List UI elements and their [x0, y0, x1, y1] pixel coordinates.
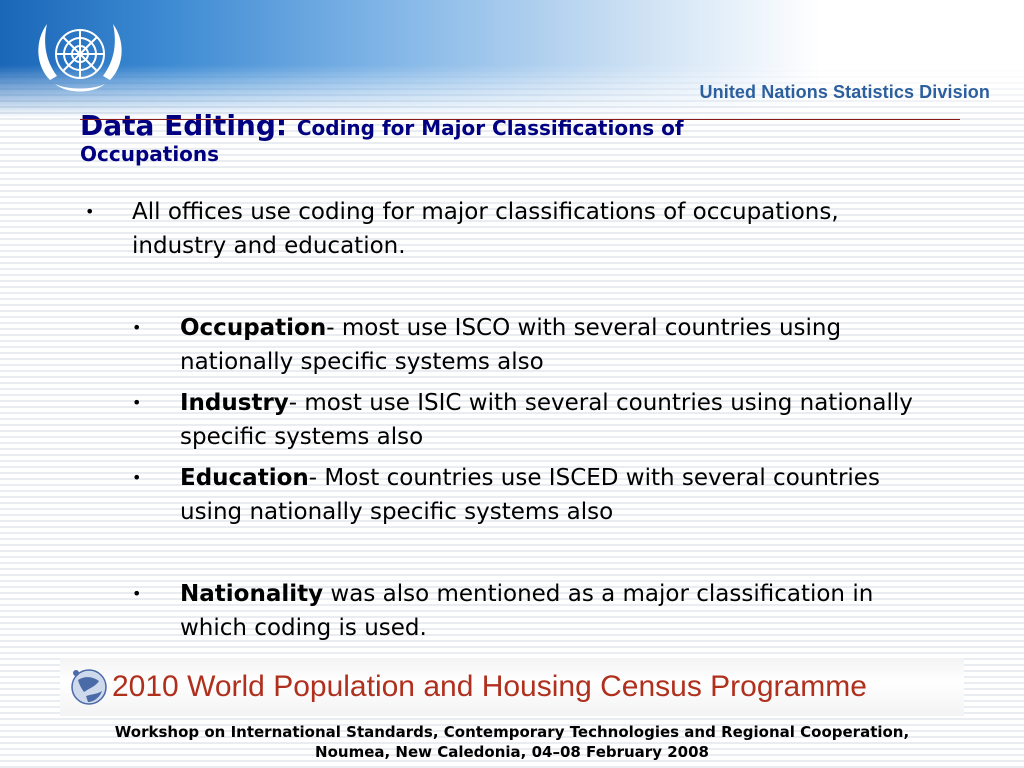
bullet-text: - most use ISIC with several countries using nationally specific systems also	[180, 390, 913, 450]
bullet-dot-icon: •	[85, 202, 95, 221]
footer-line-2: Noumea, New Caledonia, 04–08 February 2008	[315, 743, 709, 761]
census-programme-banner	[60, 658, 964, 716]
footer-line-1: Workshop on International Standards, Contemporary Technologies and Regional Cooperation,	[114, 723, 910, 741]
bullet-dot-icon: •	[132, 468, 142, 487]
census-programme-title: 2010 World Population and Housing Census Programme	[112, 670, 867, 703]
bullet-text: - most use ISCO with several countries using nationally specific systems also	[180, 315, 842, 375]
bullet-dot-icon: •	[132, 393, 142, 412]
bullet-text: was also mentioned as a major classification in which coding is used.	[180, 581, 874, 641]
bullet-intro-text: All offices use coding for major classifications of occupations, industry and education.	[132, 199, 839, 259]
title-sub-line2: Occupations	[80, 142, 220, 166]
bullet-dot-icon: •	[132, 318, 142, 337]
title-main: Data Editing:	[80, 109, 297, 142]
bullet-term: Education	[180, 465, 309, 491]
bullet-term: Occupation	[180, 315, 327, 341]
bullet-dot-icon: •	[132, 584, 142, 603]
title-divider	[80, 119, 960, 120]
census-globe-icon	[66, 664, 112, 710]
bullet-text: - Most countries use ISCED with several countries using nationally specific systems also	[180, 465, 880, 525]
title-sub: Coding for Major Classifications of	[296, 116, 684, 140]
bullet-term: Industry	[180, 390, 289, 416]
un-emblem-icon	[25, 10, 135, 106]
slide-title	[80, 107, 900, 165]
footer	[0, 722, 1024, 762]
division-name: United Nations Statistics Division	[699, 82, 990, 102]
bullet-term: Nationality	[180, 581, 324, 607]
